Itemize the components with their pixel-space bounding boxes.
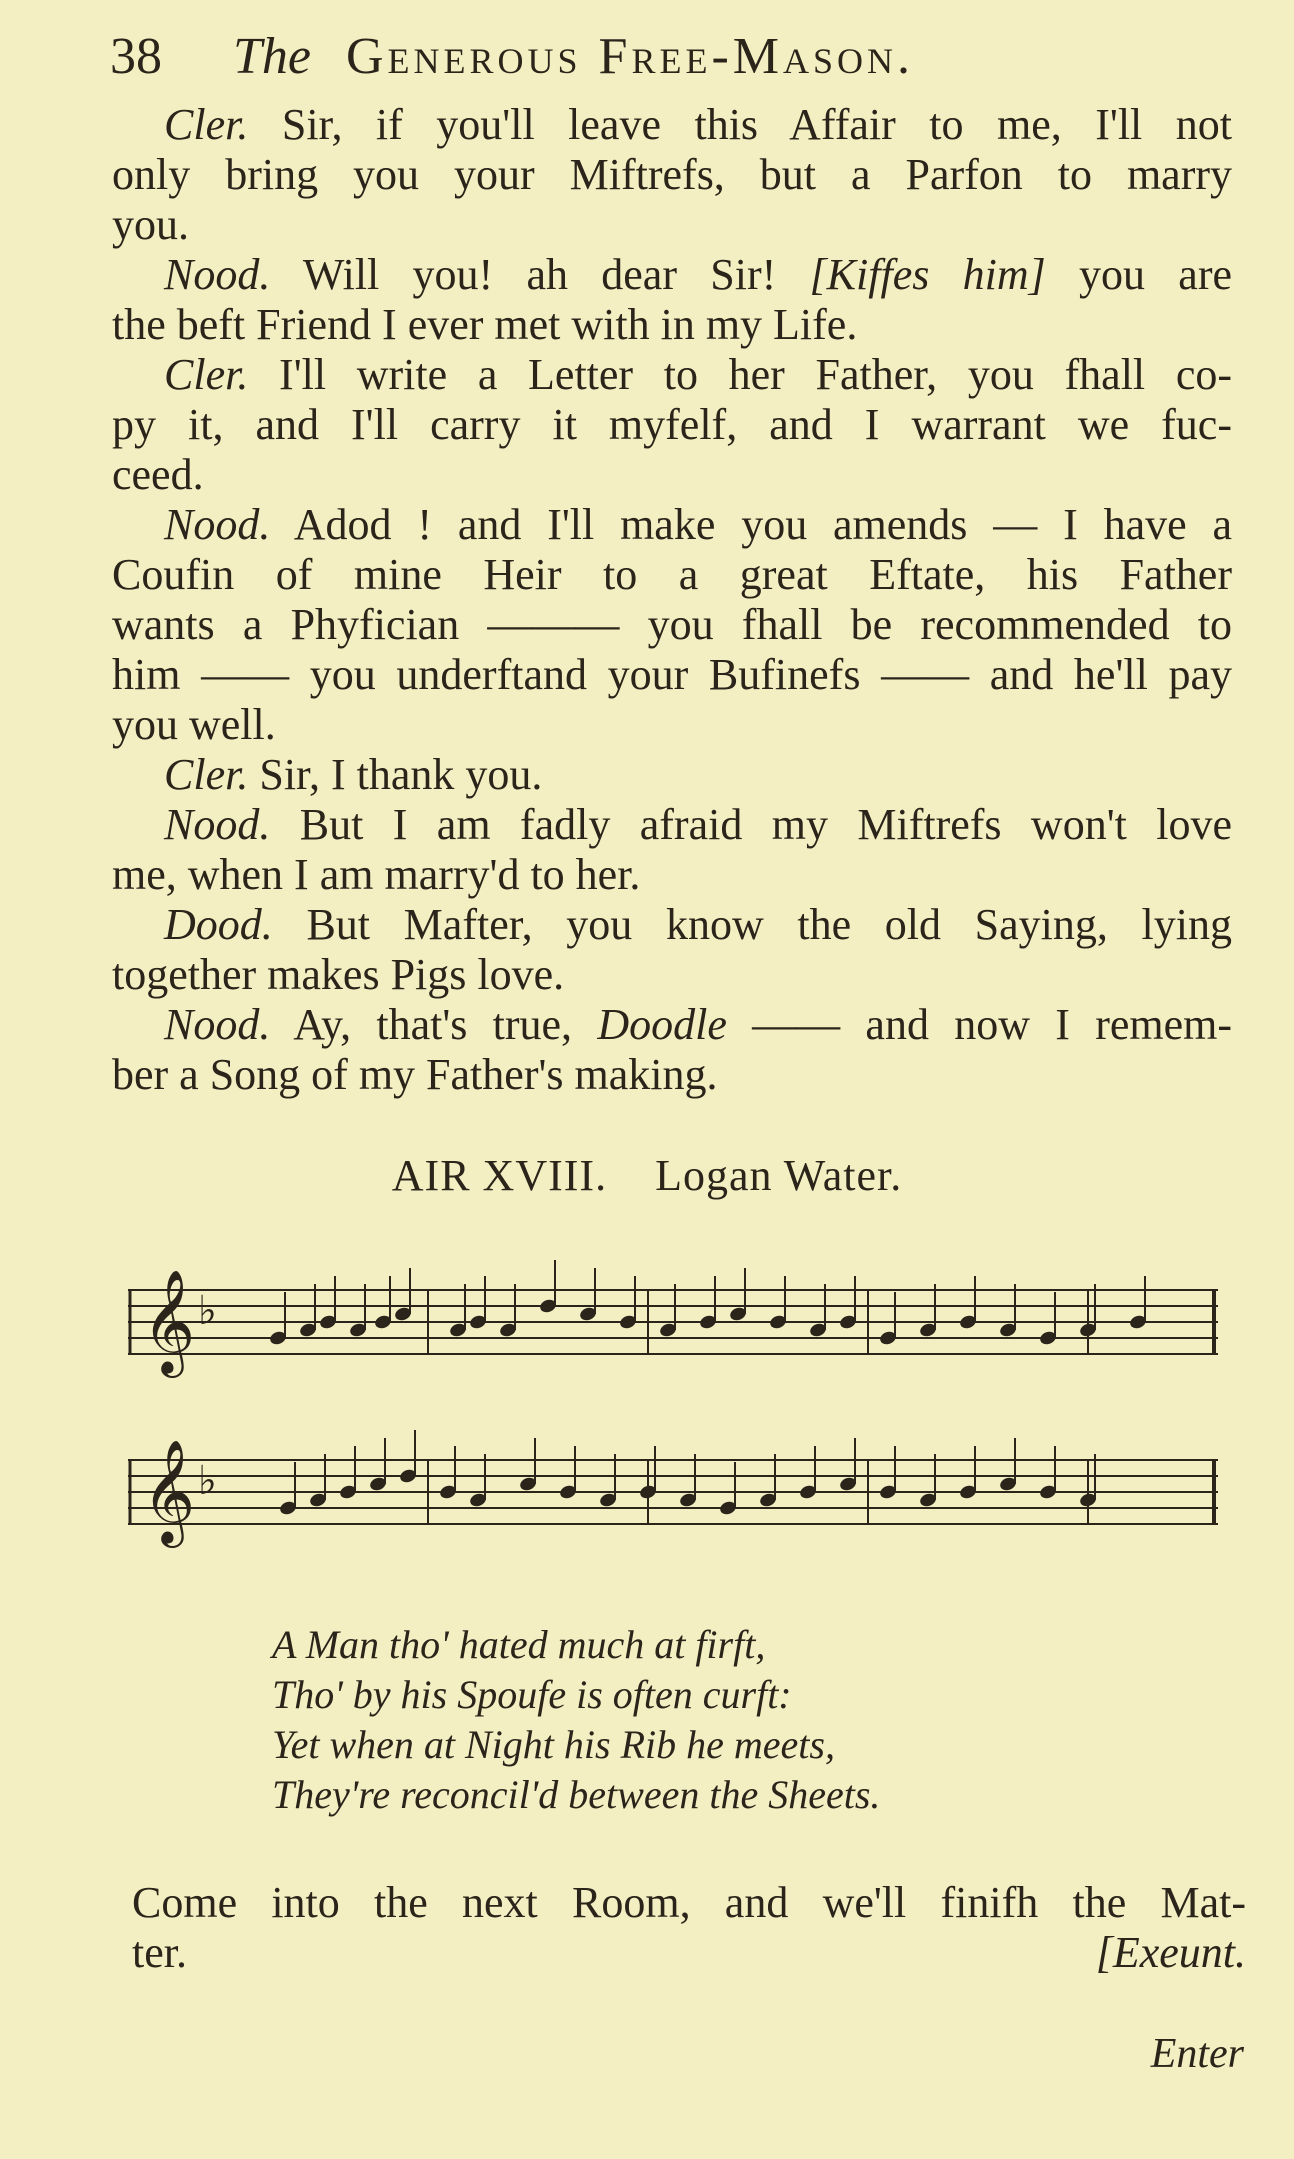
speaker-name: Nood. — [164, 500, 271, 549]
dialogue-line — [112, 800, 1232, 850]
dialogue-line — [112, 750, 1232, 800]
treble-clef-icon: 𝄞 — [142, 1439, 196, 1544]
dialogue-text: ceed. — [112, 450, 204, 499]
dialogue-text: But I am fadly afraid my Miftrefs won't love — [299, 800, 1233, 849]
verse-line-1: A Man tho' hated much at firft, — [272, 1622, 766, 1667]
dialogue-text: Adod ! and I'll make you amends — I have a — [293, 500, 1232, 549]
speaker-name: Nood. — [164, 1000, 271, 1049]
page-number: 38 — [110, 28, 162, 85]
flat-key-signature-icon: ♭ — [198, 1458, 217, 1504]
dialogue-text: ber a Song of my Father's making. — [112, 1050, 718, 1099]
dialogue-text: I'll write a Letter to her Father, you fhall co- — [279, 350, 1233, 399]
dialogue-text: Sir, if you'll leave this Affair to me, I'll not — [281, 100, 1232, 149]
air-number: AIR XVIII. — [391, 1151, 608, 1200]
dialogue-text: Sir, I thank you. — [259, 750, 543, 799]
speaker-name: Cler. — [164, 100, 249, 149]
running-header — [110, 22, 1230, 92]
flat-key-signature-icon: ♭ — [198, 1288, 217, 1334]
catchword: Enter — [1150, 2031, 1244, 2077]
dialogue-text: him —— you underftand your Bufinefs —— and he'll pay — [112, 650, 1232, 699]
dialogue-line — [112, 100, 1232, 150]
speaker-name: Cler. — [164, 350, 249, 399]
dialogue-line — [112, 650, 1232, 700]
dialogue-text: only bring you your Miftrefs, but a Parfon to marry — [112, 150, 1232, 199]
verse-line-3: Yet when at Night his Rib he meets, — [272, 1722, 835, 1767]
dialogue-line — [112, 850, 1232, 900]
stage-direction: [Kiffes him] — [809, 250, 1046, 299]
dialogue-text: py it, and I'll carry it myfelf, and I warrant we fuc- — [112, 400, 1232, 449]
dialogue-line — [112, 500, 1232, 550]
closing-line-2 — [132, 1928, 1246, 1978]
header-title: Generous Free-Mason. — [346, 28, 915, 85]
dialogue-block — [112, 100, 1232, 1100]
closing-line-1: Come into the next Room, and we'll finifh the Mat- — [132, 1878, 1246, 1927]
dialogue-line — [112, 350, 1232, 400]
stage-direction-exeunt: [Exeunt. — [1095, 1928, 1246, 1977]
dialogue-line — [112, 150, 1232, 200]
dialogue-line — [112, 550, 1232, 600]
dialogue-line — [112, 300, 1232, 350]
verse-line-4: They're reconcil'd between the Sheets. — [272, 1772, 881, 1817]
closing-lines — [132, 1878, 1246, 1978]
dialogue-line — [112, 900, 1232, 950]
dialogue-line — [112, 700, 1232, 750]
dialogue-text: together makes Pigs love. — [112, 950, 565, 999]
closing-line-2-text: ter. — [132, 1928, 187, 1977]
dialogue-line — [112, 1050, 1232, 1100]
dialogue-line — [112, 250, 1232, 300]
dialogue-text: Coufin of mine Heir to a great Eftate, his Father — [112, 550, 1232, 599]
dialogue-line — [112, 1000, 1232, 1050]
dialogue-line — [112, 400, 1232, 450]
dialogue-text: Will you! ah dear Sir! — [302, 250, 777, 299]
speaker-name: Nood. — [164, 250, 271, 299]
dialogue-line — [112, 450, 1232, 500]
dialogue-text: But Mafter, you know the old Saying, lying — [306, 900, 1233, 949]
dialogue-text: me, when I am marry'd to her. — [112, 850, 641, 899]
air-heading — [0, 1150, 1294, 1201]
dialogue-line — [112, 200, 1232, 250]
dialogue-text-continued: you are — [1079, 250, 1233, 299]
music-score — [128, 1250, 1218, 1590]
dialogue-text: Ay, that's true, — [293, 1000, 573, 1049]
air-tune: Logan Water. — [655, 1151, 903, 1200]
dialogue-text: you. — [112, 200, 189, 249]
speaker-name: Nood. — [164, 800, 271, 849]
dialogue-text: you well. — [112, 700, 276, 749]
dialogue-text: the beft Friend I ever met with in my Life. — [112, 300, 858, 349]
header-the: The — [233, 28, 311, 85]
dialogue-line — [112, 600, 1232, 650]
treble-clef-icon: 𝄞 — [142, 1269, 196, 1374]
song-verse — [272, 1620, 1072, 1820]
speaker-name: Dood. — [164, 900, 273, 949]
dialogue-line — [112, 950, 1232, 1000]
dialogue-text: wants a Phyfician ——— you fhall be recommended to — [112, 600, 1232, 649]
verse-line-2: Tho' by his Spoufe is often curft: — [272, 1672, 792, 1717]
speaker-name: Cler. — [164, 750, 249, 799]
stage-direction: Doodle — [597, 1000, 727, 1049]
dialogue-text-continued: —— and now I remem- — [752, 1000, 1233, 1049]
